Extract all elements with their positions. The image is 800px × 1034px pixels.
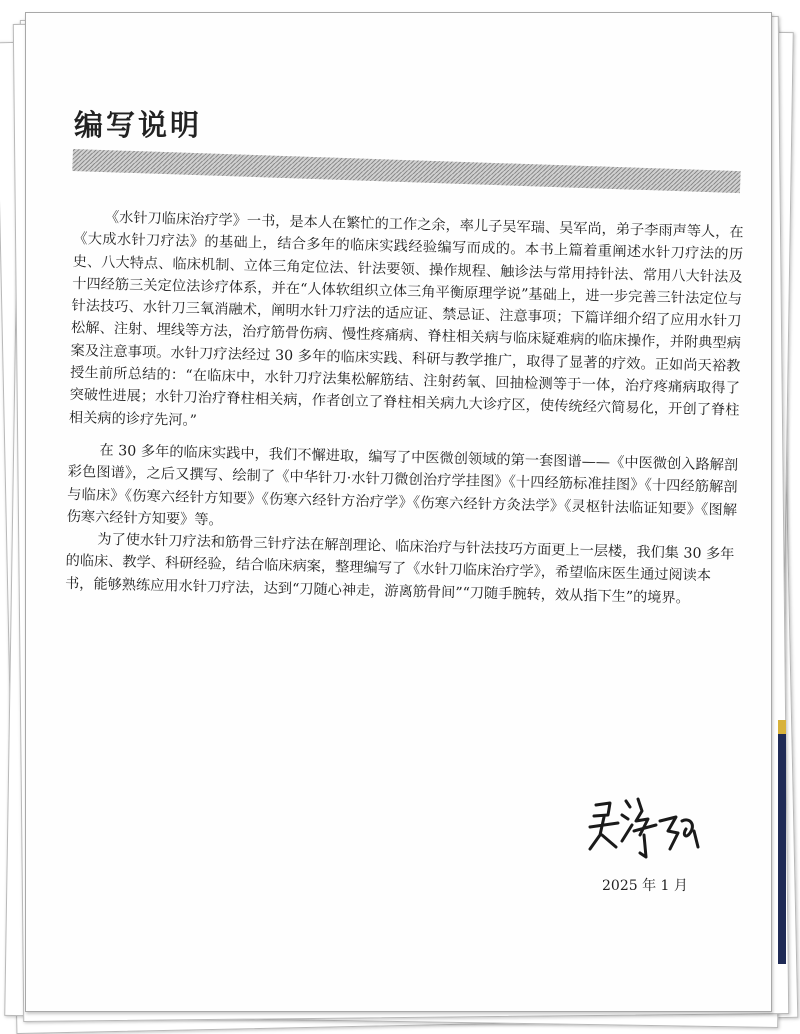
page-title: 编写说明 <box>74 108 203 142</box>
paragraph-purpose: 为了使水针刀疗法和筋骨三针疗法在解剖理论、临床治疗与针法技巧方面更上一层楼，我们集 30 多年的临床、教学、科研经验，结合临床病案，整理编写了《水针刀临床治疗学》，希望临床医生通过阅读本书，能够熟练应用水针刀疗法，达到“刀随心神走，游离筋骨间”“刀随手腕转，效从指下生”的境界。 <box>64 531 735 607</box>
title-underline-rule <box>72 149 740 193</box>
book-cover-edge <box>778 720 786 964</box>
handwritten-signature <box>586 791 704 865</box>
document-body <box>65 206 744 611</box>
paragraph-intro: 《水针刀临床治疗学》一书，是本人在繁忙的工作之余，率儿子吴军瑞、吴军尚，弟子李雨声等人，在《大成水针刀疗法》的基础上，结合多年的临床实践经验编写而成的。本书上篇着重阐述水针刀疗法的历史、八大特点、临床机制、立体三角定位法、针法要领、操作规程、触诊法与常用持针法、常用八大针法及十四经筋三关定位法诊疗体系，并在“人体软组织立体三角平衡原理学说”基础上，进一步完善三针法定位与针法技巧、水针刀三氧消融术，阐明水针刀疗法的适应证、禁忌证、注意事项；下篇详细介绍了应用水针刀松解、注射、埋线等方法，治疗筋骨伤病、慢性疼痛病、脊柱相关病与临床疑难病的临床操作，并附典型病案及注意事项。水针刀疗法经过 30 多年的临床实践、科研与教学推广，取得了显著的疗效。正如尚天裕教授生前所总结的：“在临床中，水针刀疗法集松解筋结、注射药氧、回抽检测等于一体，治疗疼痛病取得了突破性进展；水针刀治疗脊柱相关病，作者创立了脊柱相关病九大诊疗区，使传统经穴简易化，开创了脊柱相关病的诊疗先河。” <box>68 209 744 429</box>
date-label: 2025 年 1 月 <box>602 878 688 894</box>
paragraph-atlas: 在 30 多年的临床实践中，我们不懈进取，编写了中医微创领域的第一套图谱——《中医微创入路解剖彩色图谱》，之后又撰写、绘制了《中华针刀·水针刀微创治疗学挂图》《十四经筋标准挂图》《十四经筋解剖与临床》《伤寒六经针方知要》《伤寒六经针方治疗学》《伤寒六经针方灸法学》《灵枢针法临证知要》《图解伤寒六经针方知要》等。 <box>66 442 739 529</box>
document-page <box>25 12 772 1012</box>
